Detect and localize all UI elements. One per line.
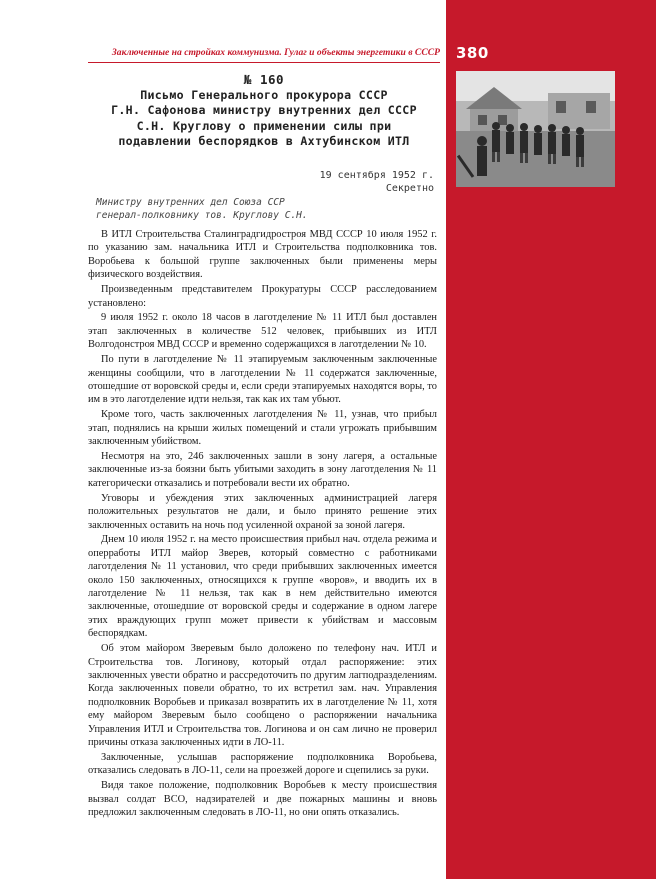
- body-paragraph: Кроме того, часть заключенных лаготделения № 11, узнав, что прибыл этап, поднялись на крыши жилых помещений и стали угрожать прибывшим заключенным убийством.: [88, 409, 437, 448]
- document-title-line: С.Н. Круглову о применении силы при: [136, 118, 392, 133]
- document-heading: [90, 72, 438, 150]
- body-paragraph: Днем 10 июля 1952 г. на место происшествия прибыл нач. отдела режима и оперработы ИТЛ майор Зверев, который совместно с работниками лаготделения № 11 установил, что среди прибывших заключенных имеется около 150 заключенных, относящихся к группе «воров», и вводить их в лаготделение № 11 нельзя, так как в нем действительно имеются заключенные, отошедшие от воровской среды и содержание в одном лагере этих враждующих групп может привести к убийствам и массовым беспорядкам.: [88, 534, 437, 640]
- addressee-line: генерал-полковнику тов. Круглову С.Н.: [96, 210, 308, 221]
- body-paragraph: Заключенные, услышав распоряжение подполковника Воробьева, отказались следовать в ЛО-11, сели на проезжей дороге и сцепились за руки.: [88, 751, 437, 777]
- document-number: № 160: [243, 72, 285, 87]
- addressee: [96, 196, 426, 222]
- addressee-line: Министру внутренних дел Союза ССР: [96, 197, 285, 208]
- document-title-line: Г.Н. Сафонова министру внутренних дел СССР: [111, 103, 417, 118]
- body-paragraph: В ИТЛ Строительства Сталинградгидростроя МВД СССР 10 июля 1952 г. по указанию зам. начальника ИТЛ и Строительства подполковника тов. Воробьева к большой группе заключенных были применены меры физического воздействия.: [88, 229, 437, 281]
- document-body: [88, 228, 437, 821]
- document-title-line: подавлении беспорядков в Ахтубинском ИТЛ: [118, 134, 410, 149]
- page-number: 380: [456, 44, 489, 62]
- running-head: Заключенные на стройках коммунизма. Гулаг и объекты энергетики в СССР: [111, 47, 440, 58]
- body-paragraph: Произведенным представителем Прокуратуры СССР расследованием установлено:: [88, 284, 437, 309]
- archival-photo-prisoners-marching-icon: [456, 71, 615, 187]
- body-paragraph: Уговоры и убеждения этих заключенных администрацией лагеря положительных результатов не дали, и было принято решение этих заключенных оставить на ночь под усиленной охраной за зоной лагеря.: [88, 492, 437, 531]
- document-meta: [240, 170, 434, 195]
- document-date: 19 сентября 1952 г.: [319, 170, 434, 181]
- body-paragraph: Несмотря на это, 246 заключенных зашли в зону лагеря, а остальные заключенные из-за боязни быть убитыми заходить в зону лаготделения № 11 категорически отказались и потребовали вести их обратно.: [88, 451, 437, 489]
- body-paragraph: Об этом майором Зверевым было доложено по телефону нач. ИТЛ и Строительства тов. Логинову, который отдал распоряжение: этих заключенных увести обратно и рассредоточить по другим лагподразделениям. Когда заключенных повели обратно, то их встретил зам. нач. Управления подполковник Воробьев и приказал возвратить их в лаготделение № 11, хотя ему майором Зверевым было сообщено о распоряжении начальника Управления ИТЛ и Строительства тов. Логинова и он сам лично не проверил причины отказа заключенных идти в ЛО-11.: [88, 643, 437, 749]
- archival-photo: [456, 71, 615, 187]
- body-paragraph: По пути в лаготделение № 11 этапируемым заключенным заключенные женщины сообщили, что в лаготделении № 11 содержатся заключенные, отошедшие от воровской среды и, если среди этапируемых находятся воры, то им в это лаготделение идти нельзя, так как их там убьют.: [88, 354, 437, 406]
- body-paragraph: Видя такое положение, подполковник Воробьев к месту происшествия вызвал солдат ВСО, надзирателей и две пожарных машины и вновь предложил заключенным следовать в ЛО-11, но они опять отказались.: [88, 780, 437, 819]
- document-title-line: Письмо Генерального прокурора СССР: [140, 88, 388, 102]
- header-divider: [88, 62, 440, 63]
- document-classification: Секретно: [385, 182, 434, 194]
- body-paragraph: 9 июля 1952 г. около 18 часов в лаготделение № 11 ИТЛ был доставлен этап заключенных в количестве 512 человек, прибывших из ИТЛ Волгодонстроя МВД СССР и временно содержащихся в лаготделении № 10.: [88, 312, 437, 351]
